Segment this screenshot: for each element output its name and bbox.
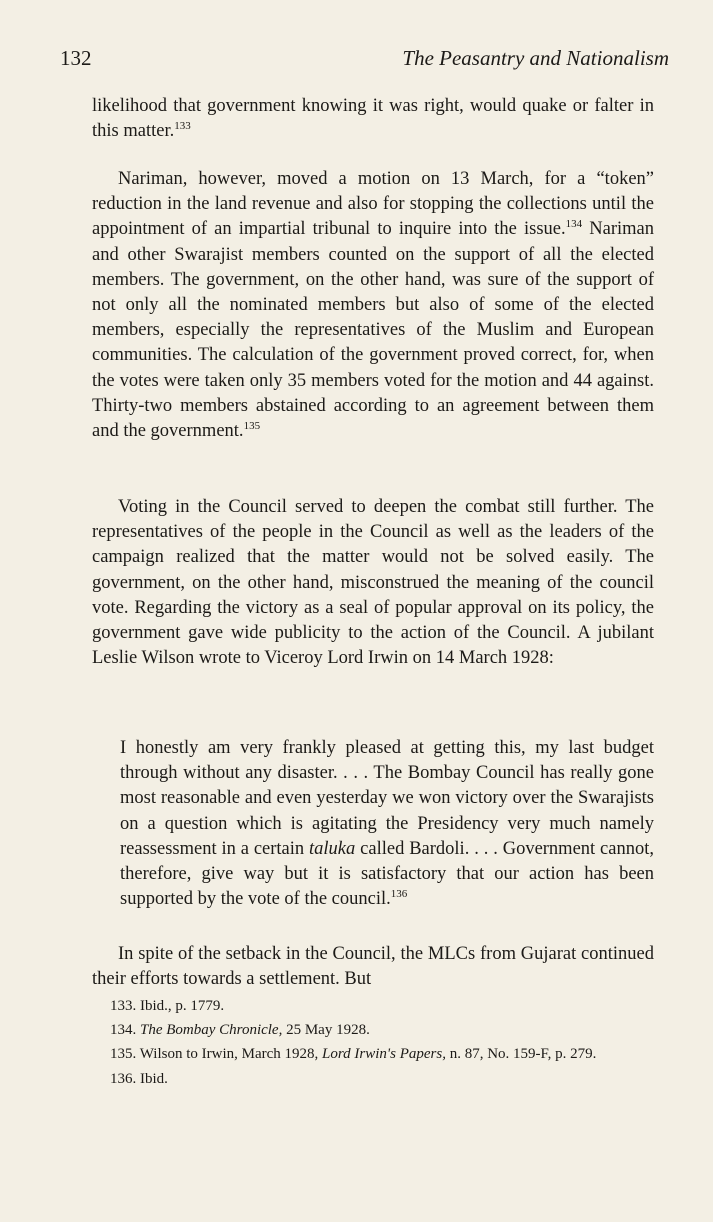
footnote-italic: The Bombay Chronicle,: [140, 1022, 283, 1039]
footnote-136: [92, 1067, 654, 1091]
paragraph-text: likelihood that government knowing it was right, would quake or falter in this matter.: [92, 96, 654, 142]
footnote-number: 136.: [110, 1070, 137, 1087]
footnote-133: [92, 994, 654, 1018]
footnote-135: [92, 1042, 654, 1066]
paragraph-4: [92, 942, 654, 992]
paragraph-2: [92, 167, 654, 444]
footnote-text: 25 May 1928.: [282, 1022, 370, 1039]
footnote-ref: 135: [243, 420, 261, 433]
footnote-number: 133.: [110, 998, 137, 1014]
quote-text: called Bardoli. . . . Government cannot, therefore, give way but it is satisfactory that our action has been supported by the vote of the council.: [120, 838, 654, 910]
quote-text: I honestly am very frankly pleased at getting this, my last budget through without any disaster. . . . The Bombay Council has really gone most reasonable and even yesterday we won victory over the Swarajists on a question which is agitating the Presidency very much namely reassessment in a certain: [120, 738, 654, 859]
block-quote: [120, 736, 654, 912]
footnote-text: Ibid., p. 1779.: [140, 998, 225, 1014]
paragraph-3: [92, 495, 654, 671]
paragraph-text: Nariman, however, moved a motion on 13 March, for a “token” reduction in the land revenue and also for stopping the collections until the appointment of an impartial tribunal to inquire into the issue.: [92, 169, 654, 240]
footnote-number: 134.: [110, 1022, 137, 1039]
paragraph-text: Voting in the Council served to deepen the combat still further. The representatives of the people in the Council as well as the leaders of the campaign realized that the matter would not be solved easily. The government, on the other hand, misconstrued the meaning of the council vote. Regarding the victory as a seal of popular approval on its policy, the government gave wide publicity to the action of the Council. A jubilant Leslie Wilson wrote to Viceroy Lord Irwin on 14 March 1928:: [92, 497, 654, 669]
footnote-text: n. 87, No. 159-F, p. 279.: [445, 1046, 597, 1063]
footnote-italic: Lord Irwin's Papers,: [322, 1046, 446, 1063]
footnote-134: [92, 1018, 654, 1042]
page-number: 132: [60, 46, 92, 70]
footnote-text: Ibid.: [140, 1070, 168, 1087]
paragraph-text: Nariman and other Swarajist members counted on the support of all the elected members. The government, on the other hand, was sure of the support of not only all the nominated members but also of some of the elected members, especially the representatives of the Muslim and European communities. The calculation of the government proved correct, for, when the votes were taken only 35 members voted for the motion and 44 against. Thirty-two members abstained according to an agreement between them and the government.: [92, 219, 654, 442]
page-header: [60, 46, 669, 76]
paragraph-text: In spite of the setback in the Council, the MLCs from Gujarat continued their efforts towards a settlement. But: [92, 944, 654, 990]
footnotes: [92, 994, 654, 1091]
paragraph-1: [92, 94, 654, 144]
footnote-ref: 134: [565, 218, 583, 231]
running-title: The Peasantry and Nationalism: [402, 46, 669, 70]
footnote-ref: 136: [390, 888, 408, 901]
footnote-number: 135.: [110, 1046, 137, 1063]
footnote-ref: 133: [174, 120, 191, 133]
footnote-text: Wilson to Irwin, March 1928,: [139, 1046, 323, 1063]
quote-italic-word: taluka: [309, 838, 356, 859]
